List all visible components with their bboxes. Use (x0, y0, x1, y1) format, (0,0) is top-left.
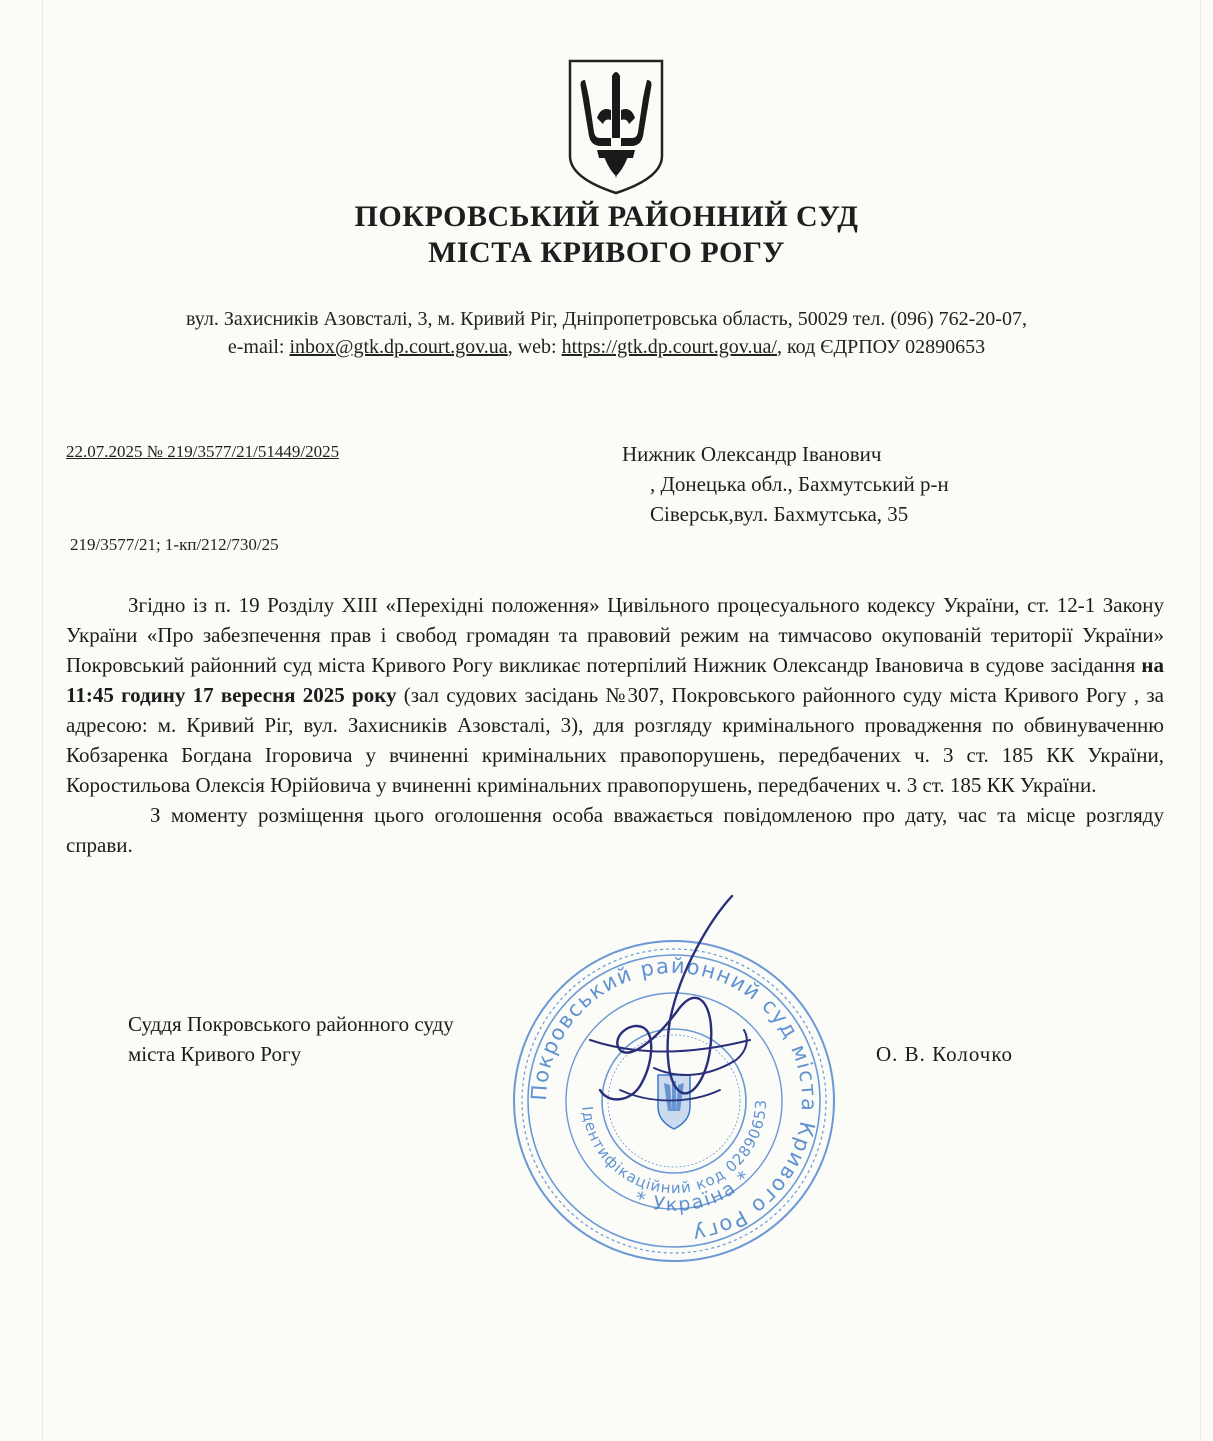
summons-text-end: (зал судових засідань №307, Покровського районного суду міста Кривого Рогу , за адресою: м. Кривий Ріг, вул. Захисників Азовсталі, 3), для розгляду кримінального провадження по обвинуваченню Кобзаренка Богдана Ігоровича у вчиненні кримінальних правопорушень, передбачених ч. 3 ст. 185 КК України, Коростильова Олексія Юрійовича у вчиненні кримінальних правопорушень, передбачених ч. 3 ст. 185 КК України. (66, 683, 1164, 797)
web-label: , web: (507, 336, 562, 358)
email-link[interactable]: inbox@gtk.dp.court.gov.ua (289, 336, 508, 358)
judge-title-line2: міста Кривого Рогу (128, 1042, 302, 1066)
judge-signature (560, 890, 760, 1130)
addressee-street: Сіверськ,вул. Бахмутська, 35 (650, 502, 909, 526)
summons-body (66, 590, 1164, 860)
edrpou-code: , код ЄДРПОУ 02890653 (776, 336, 986, 358)
addressee-region: , Донецька обл., Бахмутський р-н (650, 472, 949, 496)
judge-name: О. В. Колочко (876, 1042, 1013, 1066)
court-contacts (0, 336, 1213, 359)
hearing-datetime: на 11:45 годину 17 вересня 2025 року (66, 653, 1164, 707)
svg-text:Покровський районний суд міста: Покровський районний суд міста Кривого Рогу (526, 953, 822, 1247)
svg-text:Ідентифікаційний код 02890653: Ідентифікаційний код 02890653 (578, 1098, 771, 1198)
trident-emblem-icon (567, 58, 665, 196)
case-numbers: 219/3577/21; 1-кп/212/730/25 (70, 535, 279, 554)
svg-text:* Україна *: * Україна * (631, 1165, 757, 1217)
summons-paragraph-1 (66, 590, 1164, 800)
web-link[interactable]: https://gtk.dp.court.gov.ua/ (561, 336, 777, 358)
court-title-line1: ПОКРОВСЬКИЙ РАЙОННИЙ СУД (354, 200, 859, 233)
email-label: e-mail: (227, 336, 290, 358)
addressee-name: Нижник Олександр Іванович (622, 442, 882, 466)
summons-text-start: Згідно із п. 19 Розділу ХІІІ «Перехідні положення» Цивільного процесуального кодексу України, ст. 12-1 Закону України «Про забезпечення прав і свобод громадян та правовий режим на тимчасово окупованій території України» Покровський районний суд міста Кривого Рогу викликає потерпілий Нижник Олександр Івановича в судове засідання (66, 593, 1164, 677)
court-address: вул. Захисників Азовсталі, 3, м. Кривий Ріг, Дніпропетровська область, 50029 тел. (096) 762-20-07, (186, 308, 1027, 330)
judge-title-line1: Суддя Покровського районного суду (128, 1012, 454, 1036)
summons-paragraph-2: З моменту розміщення цього оголошення особа вважається повідомленою про дату, час та місце розгляду справи. (66, 803, 1164, 857)
court-title-line2: МІСТА КРИВОГО РОГУ (428, 236, 785, 269)
outgoing-number: 22.07.2025 № 219/3577/21/51449/2025 (66, 442, 340, 461)
